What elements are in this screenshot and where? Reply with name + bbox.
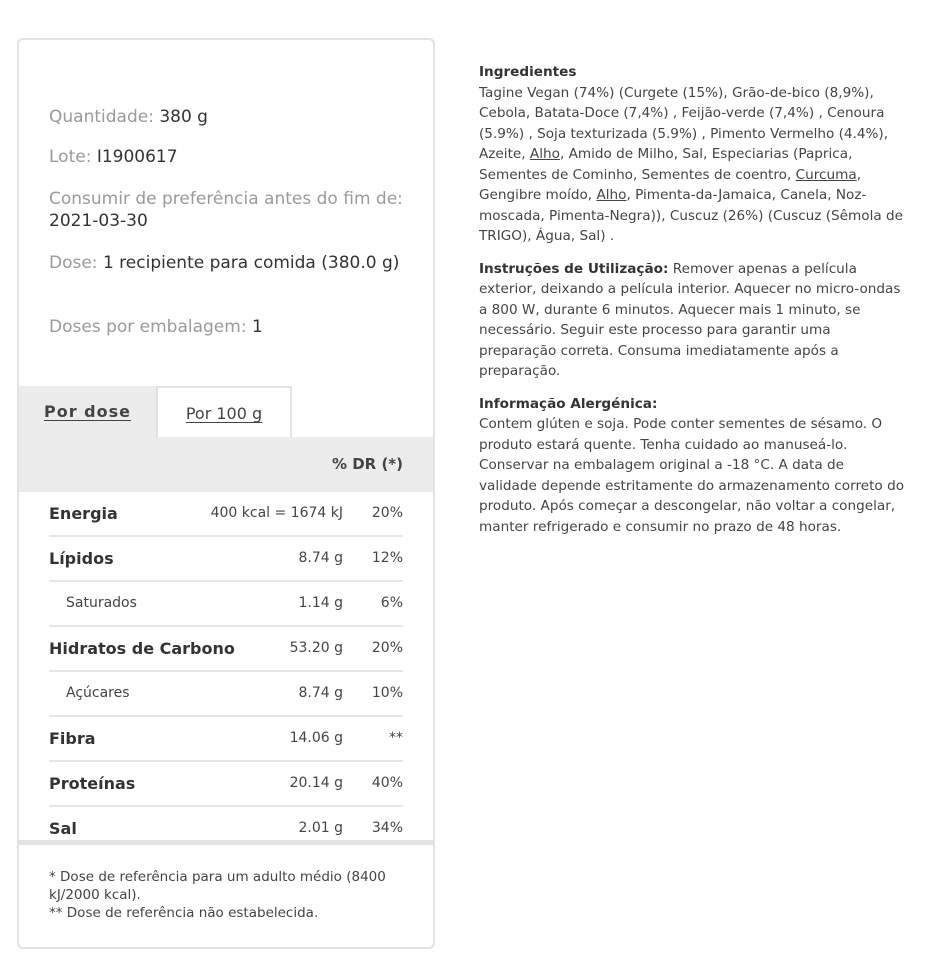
- nutrition-tabs: [19, 386, 433, 437]
- ingredients-part: , Amido de Milho, Sal, Especiarias (Paprica, Sementes de Cominho, Sementes de coentro,: [479, 146, 853, 183]
- product-details: [479, 62, 904, 549]
- lot-label: Lote:: [49, 147, 92, 167]
- nutrient-name: Energia: [49, 504, 118, 523]
- nutrient-dr: 10%: [371, 685, 403, 701]
- nutrient-dr: 34%: [371, 820, 403, 836]
- ingredients-section: [479, 62, 904, 247]
- quantity-row: [49, 106, 208, 128]
- tab-per-100g[interactable]: [156, 386, 292, 437]
- nutrient-amount: 8.74 g: [298, 685, 343, 701]
- doses-per-pack-row: [49, 316, 263, 338]
- allergen-highlight: Alho: [596, 187, 627, 203]
- table-row: [49, 492, 403, 537]
- dose-value: 1 recipiente para comida (380.0 g): [102, 253, 400, 273]
- nutrition-table: [49, 492, 403, 850]
- doses-per-pack-value: 1: [251, 317, 263, 337]
- lot-row: [49, 146, 178, 168]
- allergy-title: Informação Alergénica:: [479, 395, 658, 412]
- allergy-section: [479, 394, 904, 538]
- nutrient-amount: 8.74 g: [298, 550, 343, 566]
- ingredients-part: , Gengibre moído,: [479, 166, 862, 203]
- nutrient-dr: 12%: [371, 550, 403, 566]
- nutrient-name: Proteínas: [49, 774, 136, 793]
- nutrient-dr: 20%: [371, 640, 403, 656]
- best-before-value: 2021-03-30: [49, 211, 148, 231]
- nutrient-amount: 1.14 g: [298, 595, 343, 611]
- instructions-text: [479, 259, 904, 382]
- nutrient-name: Saturados: [66, 595, 137, 611]
- table-header: [19, 437, 433, 492]
- nutrient-dr: **: [389, 730, 403, 746]
- tab-per-100g-label: Por 100 g: [185, 404, 263, 423]
- table-row: [49, 762, 403, 807]
- best-before-row: [49, 188, 404, 232]
- footnote-reference-intake: * Dose de referência para um adulto médio (8400 kJ/2000 kcal).: [49, 869, 386, 903]
- nutrient-amount: 2.01 g: [298, 820, 343, 836]
- table-row: [49, 717, 403, 762]
- table-row: [49, 627, 403, 672]
- nutrient-name: Hidratos de Carbono: [49, 639, 235, 658]
- instructions-title: Instruções de Utilização:: [479, 260, 669, 277]
- doses-per-pack-label: Doses por embalagem:: [49, 317, 247, 337]
- ingredients-part: , Pimenta-da-Jamaica, Canela, Noz-moscada, Pimenta-Negra)), Cuscuz (26%) (Cuscuz (Sêmola de TRIGO), Água, Sal) .: [479, 187, 904, 244]
- dose-row: [49, 252, 404, 274]
- nutrition-panel: [17, 38, 435, 949]
- allergy-text: Contem glúten e soja. Pode conter sementes de sésamo. O produto estará quente. Tenha cuidado ao manuseá-lo. Conservar na embalagem original a -18 °C. A data de validade depende estritamente do armazenamento correto do produto. Após começar a descongelar, não voltar a congelar, manter refrigerado e consumir no prazo de 48 horas.: [479, 416, 905, 535]
- dr-column-header: % DR (*): [331, 455, 403, 473]
- dose-label: Dose:: [49, 253, 98, 273]
- allergen-highlight: Curcuma: [795, 166, 857, 183]
- instructions-section: [479, 259, 904, 382]
- nutrient-name: Lípidos: [49, 549, 114, 568]
- footnotes: [49, 868, 409, 922]
- nutrient-name: Sal: [49, 819, 77, 838]
- nutrient-amount: 400 kcal = 1674 kJ: [210, 505, 343, 521]
- nutrient-amount: 53.20 g: [289, 640, 343, 656]
- quantity-label: Quantidade:: [49, 107, 154, 127]
- ingredients-part: Tagine Vegan (74%) (Curgete (15%), Grão-de-bico (8,9%), Cebola, Batata-Doce (7,4%) , Feijão-verde (7,4%) , Cenoura (5.9%) , Soja texturizada (5.9%) , Pimento Vermelho (4.4%), Azeite,: [479, 84, 889, 162]
- best-before-label: Consumir de preferência antes do fim de:: [49, 189, 403, 209]
- table-footer-divider: [19, 840, 433, 845]
- footnote-not-established: ** Dose de referência não estabelecida.: [49, 905, 319, 921]
- ingredients-text: [479, 83, 904, 247]
- nutrient-amount: 20.14 g: [289, 775, 343, 791]
- instructions-body: Remover apenas a película exterior, deixando a película interior. Aquecer no micro-ondas a 800 W, durante 6 minutos. Aquecer mais 1 minuto, se necessário. Seguir este processo para garantir uma preparação correta. Consuma imediatamente após a preparação.: [479, 260, 901, 379]
- ingredients-title: Ingredientes: [479, 64, 577, 80]
- table-row: [49, 582, 403, 627]
- allergen-highlight: Alho: [529, 146, 560, 162]
- table-row: [49, 537, 403, 582]
- tab-per-dose[interactable]: [19, 386, 156, 437]
- tab-per-dose-label: Por dose: [44, 402, 131, 421]
- table-row: [49, 672, 403, 717]
- nutrient-dr: 6%: [380, 595, 403, 611]
- nutrient-dr: 40%: [371, 775, 403, 791]
- quantity-value: 380 g: [159, 107, 208, 127]
- nutrient-dr: 20%: [371, 505, 403, 521]
- nutrient-name: Fibra: [49, 729, 96, 748]
- nutrient-name: Açúcares: [66, 685, 130, 701]
- nutrient-amount: 14.06 g: [289, 730, 343, 746]
- lot-value: I1900617: [96, 147, 178, 167]
